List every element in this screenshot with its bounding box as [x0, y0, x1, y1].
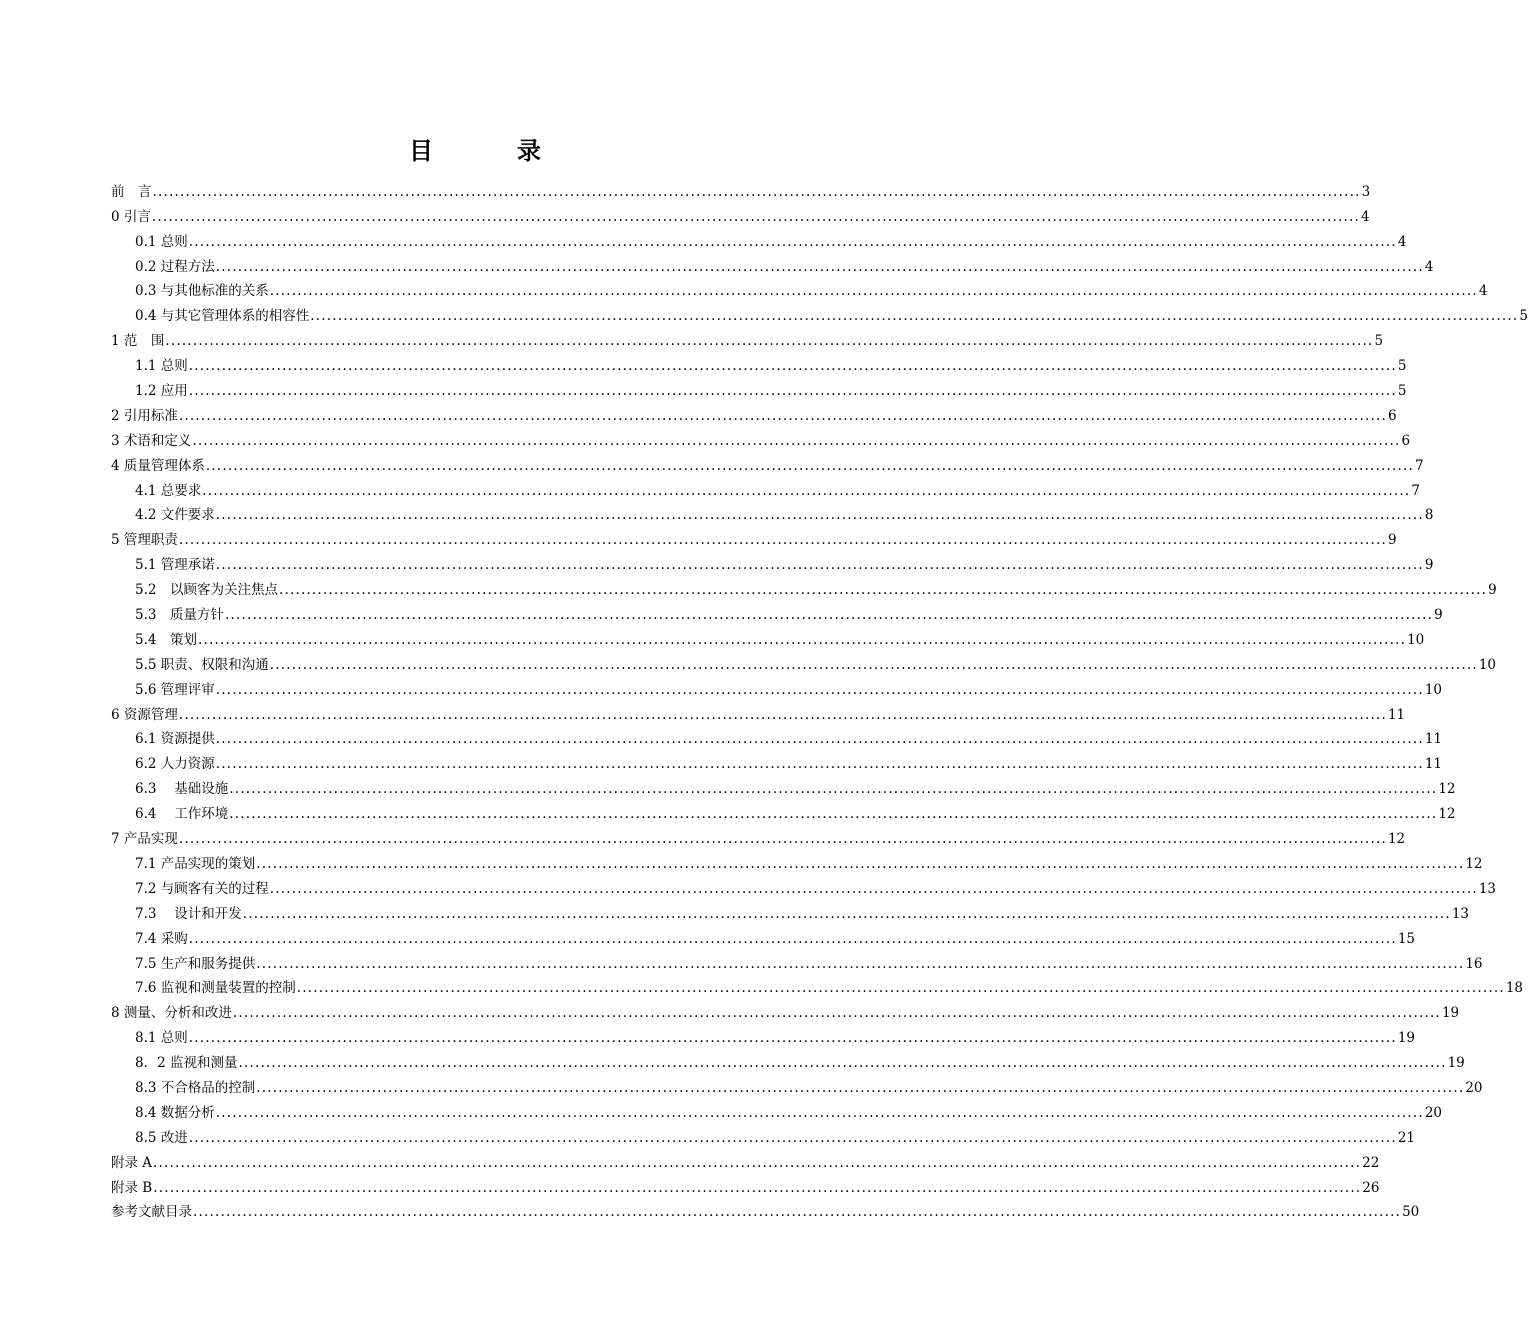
toc-entry-title: 6.3 基础设施 — [135, 781, 229, 798]
toc-dot-leader: ............................................................................................................................................................................................................................ — [229, 806, 1438, 823]
toc-page-number: 11 — [1424, 731, 1443, 748]
toc-dot-leader: ............................................................................................................................................................................................................................ — [153, 1154, 1362, 1171]
toc-dot-leader: ............................................................................................................................................................................................................................ — [188, 1129, 1397, 1146]
toc-entry[interactable] — [111, 574, 1497, 599]
toc-page-number: 50 — [1402, 1204, 1420, 1221]
toc-entry[interactable] — [111, 773, 1456, 798]
toc-entry-title: 7.5 生产和服务提供 — [135, 955, 256, 972]
toc-entry-title: 7 产品实现 — [111, 831, 178, 848]
toc-page-number: 26 — [1362, 1179, 1380, 1196]
toc-entry-title: 1.1 总则 — [135, 358, 188, 375]
toc-entry[interactable] — [111, 1147, 1380, 1172]
toc-page-number: 4 — [1424, 258, 1434, 275]
toc-dot-leader: ............................................................................................................................................................................................................................ — [256, 855, 1465, 872]
toc-entry[interactable] — [111, 300, 1528, 325]
toc-entry-title: 0.2 过程方法 — [135, 258, 215, 275]
toc-page-number: 9 — [1424, 557, 1434, 574]
toc-entry[interactable] — [111, 948, 1483, 973]
toc-page-number: 12 — [1438, 806, 1456, 823]
toc-dot-leader: ............................................................................................................................................................................................................................ — [188, 383, 1397, 400]
toc-page-number: 5 — [1374, 333, 1384, 350]
toc-entry-title: 5.2 以顾客为关注焦点 — [135, 582, 278, 599]
toc-entry[interactable] — [111, 973, 1524, 998]
toc-entry[interactable] — [111, 798, 1456, 823]
toc-entry[interactable] — [111, 1197, 1420, 1222]
toc-entry-title: 0.3 与其他标准的关系 — [135, 283, 269, 300]
toc-entry-title: 0.4 与其它管理体系的相容性 — [135, 308, 310, 325]
toc-page-number: 12 — [1465, 855, 1483, 872]
toc-entry-title: 2 引用标准 — [111, 407, 178, 424]
toc-page-number: 6 — [1401, 432, 1411, 449]
toc-page-number: 16 — [1465, 955, 1483, 972]
toc-dot-leader: ............................................................................................................................................................................................................................ — [205, 457, 1414, 474]
toc-dot-leader: ............................................................................................................................................................................................................................ — [215, 681, 1424, 698]
toc-entry[interactable] — [111, 549, 1434, 574]
toc-entry-title: 5.5 职责、权限和沟通 — [135, 656, 269, 673]
toc-entry-title: 8.1 总则 — [135, 1030, 188, 1047]
toc-dot-leader: ............................................................................................................................................................................................................................ — [188, 1030, 1397, 1047]
toc-page-number: 4 — [1397, 233, 1407, 250]
toc-entry[interactable] — [111, 997, 1460, 1022]
toc-entry-title: 5.1 管理承诺 — [135, 557, 215, 574]
toc-dot-leader: ............................................................................................................................................................................................................................ — [215, 507, 1424, 524]
toc-entry[interactable] — [111, 350, 1407, 375]
toc-dot-leader: ............................................................................................................................................................................................................................ — [178, 407, 1387, 424]
toc-entry[interactable] — [111, 375, 1407, 400]
toc-entry[interactable] — [111, 1172, 1380, 1197]
toc-dot-leader: ............................................................................................................................................................................................................................ — [215, 756, 1424, 773]
toc-entry[interactable] — [111, 276, 1488, 301]
toc-entry-title: 7.3 设计和开发 — [135, 905, 242, 922]
toc-page-number: 15 — [1397, 930, 1416, 947]
toc-dot-leader: ............................................................................................................................................................................................................................ — [256, 1079, 1465, 1096]
toc-page-number: 5 — [1519, 308, 1528, 325]
toc-entry[interactable] — [111, 699, 1406, 724]
toc-page-number: 12 — [1387, 831, 1406, 848]
toc-entry-title: 5.3 质量方针 — [135, 607, 224, 624]
toc-dot-leader: ............................................................................................................................................................................................................................ — [178, 532, 1387, 549]
toc-entry[interactable] — [111, 1072, 1483, 1097]
toc-title: 目 录 — [409, 136, 571, 165]
toc-page-number: 4 — [1360, 208, 1370, 225]
toc-entry[interactable] — [111, 1022, 1416, 1047]
toc-entry-title: 附录 B — [111, 1179, 153, 1196]
toc-page-number: 9 — [1434, 607, 1443, 624]
toc-page-number: 13 — [1451, 905, 1470, 922]
toc-entry[interactable] — [111, 500, 1434, 525]
toc-entry-title: 6.1 资源提供 — [135, 731, 215, 748]
toc-entry[interactable] — [111, 425, 1411, 450]
toc-dot-leader: ............................................................................................................................................................................................................................ — [178, 831, 1387, 848]
toc-entry-title: 0 引言 — [111, 208, 151, 225]
toc-dot-leader: ............................................................................................................................................................................................................................ — [310, 308, 1519, 325]
toc-entry[interactable] — [111, 176, 1371, 201]
toc-entry-title: 5 管理职责 — [111, 532, 178, 549]
toc-dot-leader: ............................................................................................................................................................................................................................ — [215, 731, 1424, 748]
toc-entry-title: 8．2 监视和测量 — [135, 1055, 238, 1072]
toc-entry-title: 3 术语和定义 — [111, 432, 192, 449]
toc-entry[interactable] — [111, 923, 1416, 948]
table-of-contents — [111, 176, 1528, 1221]
toc-dot-leader: ............................................................................................................................................................................................................................ — [202, 482, 1411, 499]
toc-page-number: 8 — [1424, 507, 1434, 524]
toc-page-number: 9 — [1488, 582, 1497, 599]
toc-entry-title: 8.4 数据分析 — [135, 1104, 215, 1121]
toc-dot-leader: ............................................................................................................................................................................................................................ — [242, 905, 1451, 922]
toc-page-number: 22 — [1362, 1154, 1380, 1171]
toc-entry-title: 7.1 产品实现的策划 — [135, 855, 256, 872]
toc-entry-title: 附录 A — [111, 1154, 153, 1171]
toc-entry[interactable] — [111, 1097, 1443, 1122]
toc-entry[interactable] — [111, 1122, 1416, 1147]
toc-dot-leader: ............................................................................................................................................................................................................................ — [193, 1204, 1402, 1221]
toc-entry-title: 参考文献目录 — [111, 1204, 192, 1221]
toc-entry[interactable] — [111, 848, 1483, 873]
toc-entry-title: 8.5 改进 — [135, 1129, 188, 1146]
toc-page-number: 10 — [1424, 681, 1443, 698]
toc-page-number: 5 — [1397, 383, 1407, 400]
toc-page-number: 11 — [1387, 706, 1406, 723]
toc-entry-title: 0.1 总则 — [135, 233, 188, 250]
toc-dot-leader: ............................................................................................................................................................................................................................ — [188, 930, 1397, 947]
toc-entry-title: 1 范 围 — [111, 333, 165, 350]
toc-entry-title: 7.2 与顾客有关的过程 — [135, 880, 269, 897]
toc-page-number: 12 — [1438, 781, 1456, 798]
toc-entry-title: 4.1 总要求 — [135, 482, 202, 499]
toc-page-number: 7 — [1414, 457, 1424, 474]
toc-entry[interactable] — [111, 450, 1424, 475]
toc-entry-title: 7.6 监视和测量装置的控制 — [135, 980, 296, 997]
toc-page-number: 7 — [1411, 482, 1420, 499]
toc-entry[interactable] — [111, 201, 1370, 226]
toc-dot-leader: ............................................................................................................................................................................................................................ — [256, 955, 1465, 972]
toc-entry[interactable] — [111, 1047, 1465, 1072]
toc-entry-title: 4 质量管理体系 — [111, 457, 205, 474]
toc-entry[interactable] — [111, 624, 1425, 649]
toc-dot-leader: ............................................................................................................................................................................................................................ — [278, 582, 1488, 599]
toc-dot-leader: ............................................................................................................................................................................................................................ — [215, 1104, 1424, 1121]
toc-entry-title: 4.2 文件要求 — [135, 507, 215, 524]
toc-dot-leader: ............................................................................................................................................................................................................................ — [215, 258, 1424, 275]
toc-page-number: 19 — [1441, 1005, 1460, 1022]
toc-dot-leader: ............................................................................................................................................................................................................................ — [224, 607, 1434, 624]
toc-page-number: 10 — [1407, 631, 1425, 648]
toc-entry[interactable] — [111, 226, 1407, 251]
toc-page-number: 20 — [1424, 1104, 1443, 1121]
toc-page-number: 6 — [1387, 407, 1397, 424]
toc-entry[interactable] — [111, 649, 1497, 674]
toc-dot-leader: ............................................................................................................................................................................................................................ — [165, 333, 1374, 350]
toc-page-number: 10 — [1478, 656, 1497, 673]
toc-entry[interactable] — [111, 251, 1434, 276]
toc-entry[interactable] — [111, 898, 1470, 923]
toc-entry[interactable] — [111, 475, 1420, 500]
toc-dot-leader: ............................................................................................................................................................................................................................ — [229, 781, 1438, 798]
toc-dot-leader: ............................................................................................................................................................................................................................ — [152, 183, 1361, 200]
toc-entry-title: 6 资源管理 — [111, 706, 178, 723]
toc-page-number: 4 — [1478, 283, 1488, 300]
toc-dot-leader: ............................................................................................................................................................................................................................ — [296, 980, 1505, 997]
toc-dot-leader: ............................................................................................................................................................................................................................ — [153, 1179, 1362, 1196]
toc-entry-title: 8 测量、分析和改进 — [111, 1005, 232, 1022]
toc-page-number: 19 — [1397, 1030, 1416, 1047]
toc-page-number: 20 — [1465, 1079, 1483, 1096]
toc-page-number: 5 — [1397, 358, 1407, 375]
toc-page-number: 18 — [1505, 980, 1524, 997]
toc-entry[interactable] — [111, 524, 1397, 549]
toc-entry-title: 7.4 采购 — [135, 930, 188, 947]
toc-page-number: 13 — [1478, 880, 1497, 897]
toc-page-number: 19 — [1447, 1055, 1465, 1072]
toc-entry-title: 5.6 管理评审 — [135, 681, 215, 698]
toc-entry[interactable] — [111, 674, 1443, 699]
toc-entry-title: 8.3 不合格品的控制 — [135, 1079, 256, 1096]
toc-dot-leader: ............................................................................................................................................................................................................................ — [197, 631, 1407, 648]
toc-entry[interactable] — [111, 599, 1443, 624]
toc-dot-leader: ............................................................................................................................................................................................................................ — [215, 557, 1424, 574]
toc-dot-leader: ............................................................................................................................................................................................................................ — [188, 233, 1397, 250]
toc-dot-leader: ............................................................................................................................................................................................................................ — [269, 656, 1478, 673]
toc-dot-leader: ............................................................................................................................................................................................................................ — [192, 432, 1401, 449]
toc-dot-leader: ............................................................................................................................................................................................................................ — [151, 208, 1360, 225]
toc-page-number: 3 — [1361, 183, 1371, 200]
toc-dot-leader: ............................................................................................................................................................................................................................ — [188, 358, 1397, 375]
toc-entry-title: 6.2 人力资源 — [135, 756, 215, 773]
toc-page-number: 21 — [1397, 1129, 1416, 1146]
toc-entry[interactable] — [111, 400, 1397, 425]
toc-dot-leader: ............................................................................................................................................................................................................................ — [178, 706, 1387, 723]
toc-entry-title: 5.4 策划 — [135, 631, 197, 648]
toc-dot-leader: ............................................................................................................................................................................................................................ — [238, 1055, 1447, 1072]
toc-entry[interactable] — [111, 325, 1384, 350]
toc-dot-leader: ............................................................................................................................................................................................................................ — [269, 880, 1478, 897]
toc-page-number: 9 — [1387, 532, 1397, 549]
toc-entry-title: 6.4 工作环境 — [135, 806, 229, 823]
toc-entry-title: 1.2 应用 — [135, 383, 188, 400]
toc-entry[interactable] — [111, 748, 1443, 773]
toc-entry[interactable] — [111, 873, 1497, 898]
toc-entry[interactable] — [111, 823, 1406, 848]
toc-page-number: 11 — [1424, 756, 1443, 773]
toc-entry-title: 前 言 — [111, 183, 152, 200]
toc-dot-leader: ............................................................................................................................................................................................................................ — [232, 1005, 1441, 1022]
toc-entry[interactable] — [111, 724, 1443, 749]
toc-dot-leader: ............................................................................................................................................................................................................................ — [269, 283, 1478, 300]
